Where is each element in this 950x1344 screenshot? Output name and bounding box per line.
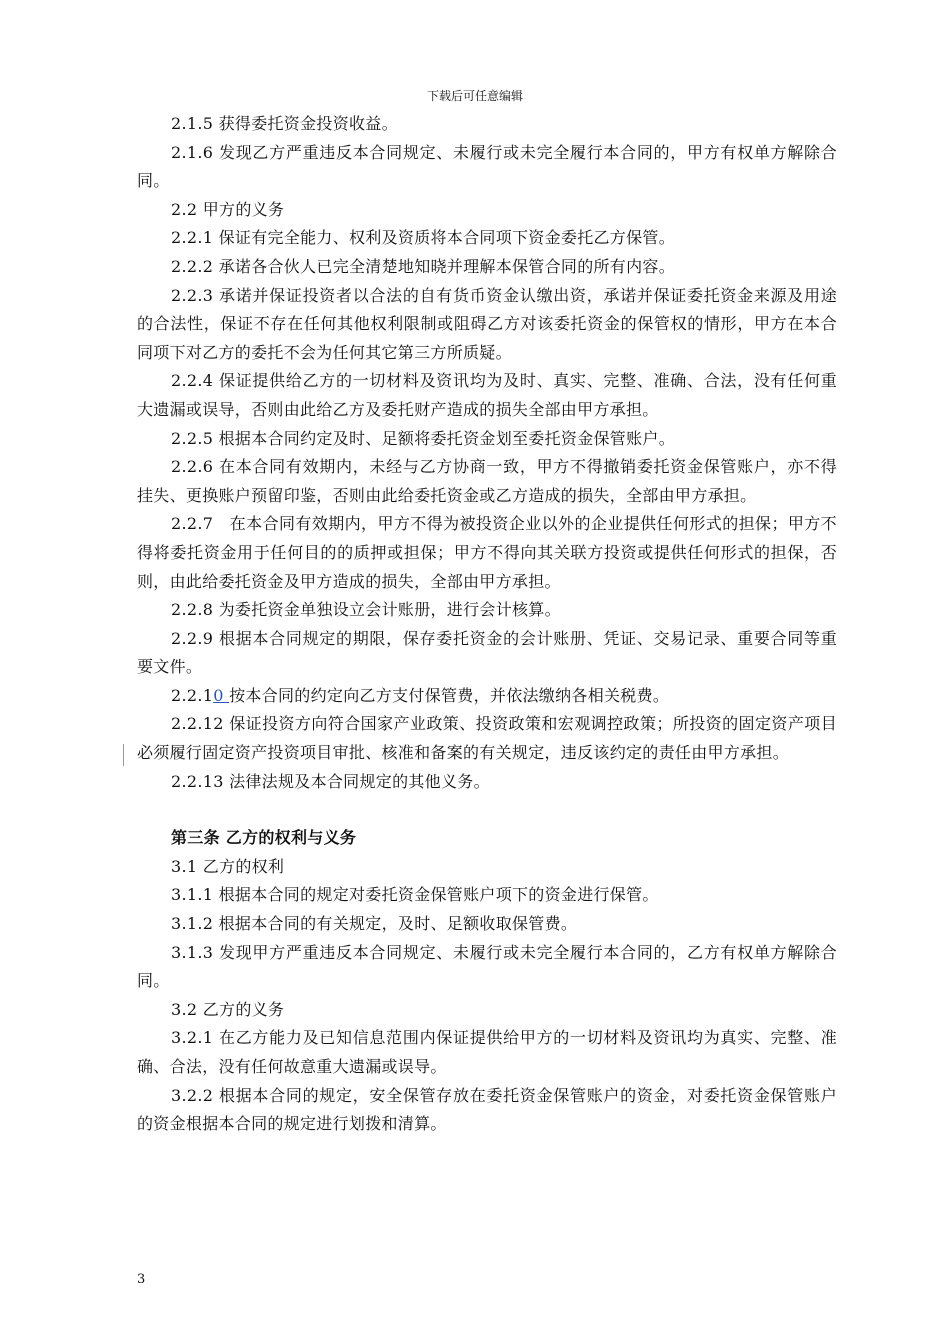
- paragraph: 2.2.13 法律法规及本合同规定的其他义务。: [171, 771, 490, 791]
- paragraph: 2.2.4 保证提供给乙方的一切材料及资讯均为及时、真实、完整、准确、合法，没有任何重大遗漏或误导，否则由此给乙方及委托财产造成的损失全部由甲方承担。: [137, 371, 837, 419]
- section-heading: 第三条 乙方的权利与义务: [171, 828, 357, 848]
- paragraph: 3.2 乙方的义务: [171, 999, 285, 1019]
- paragraph: 2.2.5 根据本合同约定及时、足额将委托资金划至委托资金保管账户。: [171, 428, 675, 448]
- paragraph: 3.1.1 根据本合同的规定对委托资金保管账户项下的资金进行保管。: [171, 885, 659, 905]
- edit-link[interactable]: 0: [213, 685, 230, 705]
- paragraph: 3.2.1 在乙方能力及已知信息范围内保证提供给甲方的一切材料及资讯均为真实、完整、准确、合法，没有任何故意重大遗漏或误导。: [137, 1028, 837, 1076]
- paragraph: 3.2.2 根据本合同的规定，安全保管存放在委托资金保管账户的资金，对委托资金保管账户的资金根据本合同的规定进行划拨和清算。: [137, 1085, 837, 1134]
- paragraph: 2.2.3 承诺并保证投资者以合法的自有货币资金认缴出资，承诺并保证委托资金来源及用途的合法性，保证不存在任何其他权利限制或阻碍乙方对该委托资金的保管权的情形，甲方在本合同项下对乙方的委托不会为任何其它第三方所质疑。: [137, 285, 837, 362]
- paragraph: 2.2.8 为委托资金单独设立会计账册，进行会计核算。: [171, 600, 561, 620]
- paragraph-suffix: 按本合同的约定向乙方支付保管费，并依法缴纳各相关税费。: [229, 685, 670, 705]
- paragraph-with-link: [137, 682, 837, 711]
- paragraph: 2.2.12 保证投资方向符合国家产业政策、投资政策和宏观调控政策；所投资的固定资产项目必须履行固定资产投资项目审批、核准和备案的有关规定，违反该约定的责任由甲方承担。: [137, 714, 837, 763]
- document-body: [137, 110, 837, 1139]
- paragraph: 2.2.2 承诺各合伙人已完全清楚地知晓并理解本保管合同的所有内容。: [171, 256, 675, 276]
- paragraph: 3.1 乙方的权利: [171, 856, 285, 876]
- revision-mark: [123, 744, 124, 766]
- page-number: 3: [137, 1272, 146, 1287]
- paragraph: 3.1.3 发现甲方严重违反本合同规定、未履行或未完全履行本合同的，乙方有权单方解除合同。: [137, 942, 837, 991]
- paragraph: 2.1.5 获得委托资金投资收益。: [171, 114, 398, 133]
- paragraph: 3.1.2 根据本合同的有关规定，及时、足额收取保管费。: [171, 914, 578, 934]
- paragraph: 2.2.6 在本合同有效期内，未经与乙方协商一致，甲方不得撤销委托资金保管账户，亦不得挂失、更换账户预留印鉴，否则由此给委托资金或乙方造成的损失，全部由甲方承担。: [137, 457, 837, 505]
- paragraph: 2.2.1 保证有完全能力、权利及资质将本合同项下资金委托乙方保管。: [171, 228, 675, 248]
- paragraph-prefix: 2.2.1: [171, 685, 214, 705]
- paragraph: 2.1.6 发现乙方严重违反本合同规定、未履行或未完全履行本合同的，甲方有权单方解除合同。: [137, 142, 837, 191]
- page-header: 下载后可任意编辑: [426, 89, 523, 103]
- paragraph: 2.2.7 在本合同有效期内，甲方不得为被投资企业以外的企业提供任何形式的担保；甲方不得将委托资金用于任何目的的质押或担保；甲方不得向其关联方投资或提供任何形式的担保，否则，由此给委托资金及甲方造成的损失，全部由甲方承担。: [137, 514, 837, 591]
- paragraph: 2.2.9 根据本合同规定的期限，保存委托资金的会计账册、凭证、交易记录、重要合同等重要文件。: [137, 628, 837, 677]
- paragraph: 2.2 甲方的义务: [171, 199, 285, 219]
